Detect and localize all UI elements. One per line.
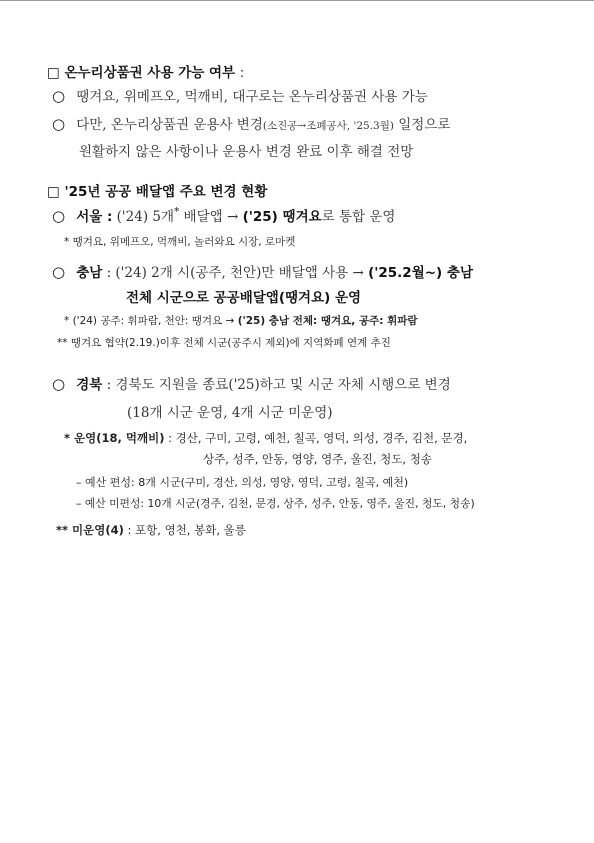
chungnam-text: : ('24) 2개 시(공주, 천안)만 배달앱 사용 → xyxy=(102,265,369,281)
seoul-text2: 배달앱 → xyxy=(179,209,243,225)
chungnam-note1 xyxy=(64,313,418,328)
section2-heading xyxy=(47,180,267,200)
circle-bullet-icon: ○ xyxy=(52,207,66,225)
chungnam-bold-line2: 전체 시군으로 공공배달앱(땡겨요) 운영 xyxy=(126,290,362,306)
bullet2-line2: 원활하지 않은 사항이나 운용사 변경 완료 이후 해결 전망 xyxy=(79,144,414,160)
seoul-note: * 땡겨요, 위메프오, 먹깨비, 놀러와요 시장, 로마켓 xyxy=(64,236,296,248)
seoul-text3: 로 통합 운영 xyxy=(321,209,396,225)
gyeongbuk-item xyxy=(52,373,451,393)
bullet2-paren: (소진공→조폐공사, '25.3월) xyxy=(262,120,394,132)
top-divider xyxy=(0,0,594,1)
section1-bullet1 xyxy=(52,85,428,105)
operating-label: * 운영(18, 먹깨비) xyxy=(64,431,165,445)
seoul-bold: ('25) 땡겨요 xyxy=(242,209,322,225)
checkbox-square-icon: □ xyxy=(47,184,60,200)
circle-bullet-icon: ○ xyxy=(52,375,66,393)
bullet2-text-tail: 일정으로 xyxy=(393,117,451,133)
nonoperating-list: : 포항, 영천, 봉화, 울릉 xyxy=(123,523,246,537)
gyeongbuk-text: : 경북도 지원을 종료('25)하고 및 시군 자체 시행으로 변경 xyxy=(102,377,451,393)
section1-heading xyxy=(47,61,244,81)
section1-colon: : xyxy=(239,65,245,81)
budget-allocated: – 예산 편성: 8개 시군(구미, 경산, 의성, 영양, 영덕, 고령, 칠곡, 예천) xyxy=(76,476,409,489)
circle-bullet-icon: ○ xyxy=(52,263,66,281)
chungnam-note2: ** 땡겨요 협약(2.19.)이후 전체 시군(공주시 제외)에 지역화폐 연계 추진 xyxy=(57,337,391,349)
operating-list: : 경산, 구미, 고령, 예천, 칠곡, 영덕, 의성, 경주, 김천, 문경, xyxy=(164,431,468,445)
checkbox-square-icon: □ xyxy=(47,65,60,81)
bullet1-text: 땡겨요, 위메프오, 먹깨비, 대구로는 온누리상품권 사용 가능 xyxy=(76,89,428,105)
seoul-text: ('24) 5개 xyxy=(112,209,175,225)
circle-bullet-icon: ○ xyxy=(52,115,66,133)
section2-title: '25년 공공 배달앱 주요 변경 현황 xyxy=(64,184,268,200)
gyeongbuk-operating xyxy=(64,427,467,446)
section1-bullet2 xyxy=(52,113,450,133)
seoul-label: 서울 : xyxy=(76,209,113,225)
chungnam-note1-text: * ('24) 공주: 휘파람, 천안: 땡겨요 → xyxy=(64,315,238,327)
chungnam-bold-a: ('25.2월~) 충남 xyxy=(368,265,474,281)
nonoperating-label: ** 미운영(4) xyxy=(56,523,124,537)
circle-bullet-icon: ○ xyxy=(52,87,66,105)
gyeongbuk-nonoperating xyxy=(56,519,246,538)
seoul-sup: * xyxy=(174,205,180,218)
gyeongbuk-label: 경북 xyxy=(76,377,103,393)
seoul-item xyxy=(52,205,395,225)
bullet2-text: 다만, 온누리상품권 운용사 변경 xyxy=(76,117,263,133)
gyeongbuk-line2: (18개 시군 운영, 4개 시군 미운영) xyxy=(127,405,333,421)
budget-not-allocated: – 예산 미편성: 10개 시군(경주, 김천, 문경, 상주, 성주, 안동, 영주, 울진, 청도, 청송) xyxy=(76,497,475,510)
chungnam-label: 충남 xyxy=(76,265,103,281)
operating-list-line2: 상주, 성주, 안동, 영양, 영주, 울진, 청도, 청송 xyxy=(203,452,432,466)
chungnam-item xyxy=(52,261,473,281)
section1-title: 온누리상품권 사용 가능 여부 xyxy=(64,65,236,81)
chungnam-note1-bold: ('25) 충남 전체: 땡겨요, 공주: 휘파람 xyxy=(237,315,418,327)
